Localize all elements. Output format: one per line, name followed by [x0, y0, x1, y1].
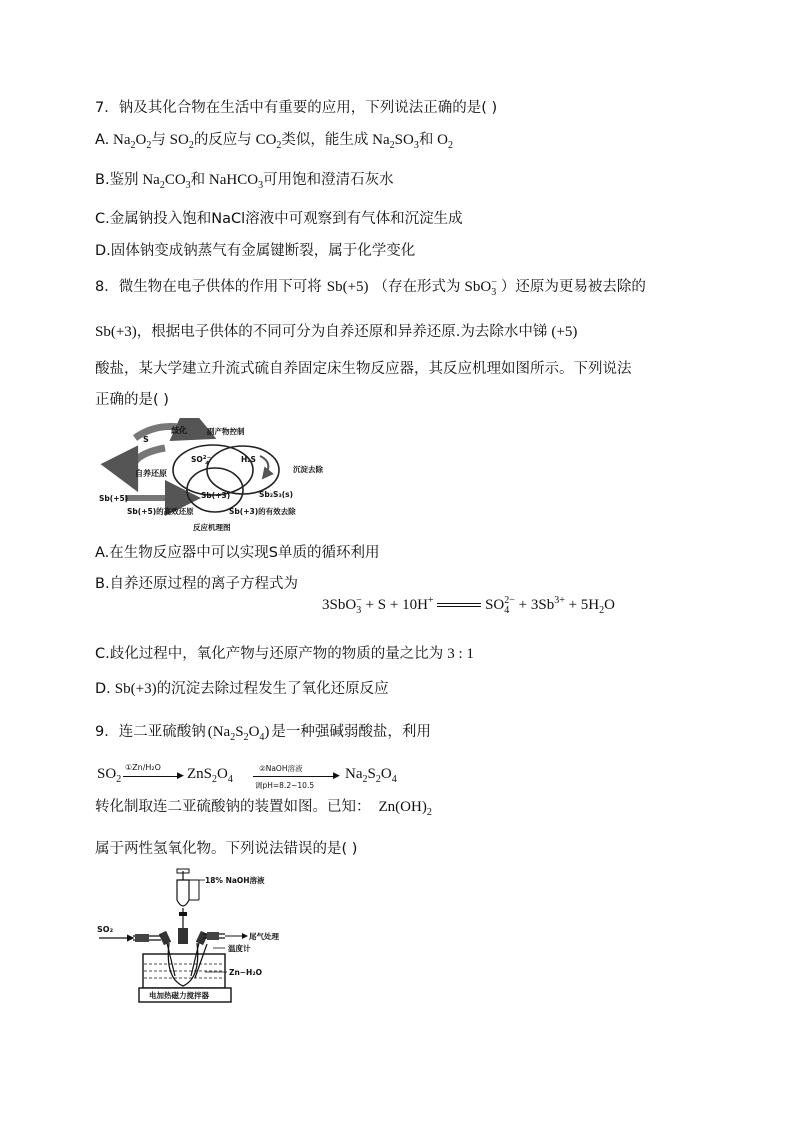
q8-option-d: D. Sb(+3)的沉淀去除过程发生了氧化还原反应	[95, 681, 389, 697]
dropping-funnel	[177, 869, 199, 928]
q9-line4: 属于两性氢氧化物。下列说法错误的是( )	[95, 841, 358, 857]
diagram-label-s: S	[143, 435, 149, 444]
q8-option-b: B.自养还原过程的离子方程式为	[95, 576, 299, 592]
reaction-mechanism-diagram	[95, 418, 345, 536]
thermometer	[195, 944, 207, 978]
apparatus-diagram	[95, 868, 310, 1004]
diagram-label-youxiao: Sb(+3)的有效去除	[229, 507, 296, 516]
diagram-label-sb3: Sb(+3)	[201, 491, 231, 500]
water-bath	[143, 954, 225, 988]
precipitation-arrow	[260, 456, 268, 478]
diagram-label-sb2s3: Sb₂S₃(s)	[259, 490, 294, 499]
autotrophic-arrow	[131, 448, 165, 486]
diagram-label-gaoxiao: Sb(+5)的高效还原	[127, 507, 194, 516]
q8-line3: 酸盐，某大学建立升流式硫自养固定床生物反应器，其反应机理如图所示。下列说法	[95, 361, 632, 377]
q9-line3: 转化制取连二亚硫酸钠的装置如图。已知： $Zn(OH)_2$	[95, 799, 432, 818]
q8-line4: 正确的是( )	[95, 392, 169, 408]
three-neck-flask	[159, 928, 208, 986]
q8-equation: 3SbO$_3$− + S + 10H+ $SO_4^{2-} + 3Sb^{3+} + 5H_2O$	[322, 595, 615, 616]
q7-option-b: B.鉴别 $Na_2CO_3$和 NaHCO$_3$可用饱和澄清石灰水	[95, 172, 394, 191]
q8-option-c: C.歧化过程中，氧化产物与还原产物的物质的量之比为 3 : 1	[95, 646, 474, 662]
q8-line2: Sb(+3)，根据电子供体的不同可分为自养还原和异养还原.为去除水中锑 (+5)	[95, 324, 578, 340]
label-wenduji: 温度计	[228, 944, 251, 953]
diagram-caption: 反应机理图	[193, 523, 231, 532]
diagram-label-ziyang: 自养还原	[135, 469, 167, 478]
q8-option-a: A.在生物反应器中可以实现S单质的循环利用	[95, 545, 380, 561]
diagram-label-fuchan: 副产物控制	[207, 427, 245, 436]
label-stirrer: 电加热磁力搅拌器	[149, 991, 209, 1000]
label-znh2o: Zn−H₂O	[229, 968, 262, 977]
q7-option-c: C.金属钠投入饱和NaCl溶液中可观察到有气体和沉淀生成	[95, 211, 463, 227]
diagram-label-so4: $SO^{2-}$ 4	[191, 455, 212, 467]
ellipse-so4	[173, 445, 253, 495]
q7-option-a: A. $Na_2O_2$与 $SO_2$的反应与 $CO_2$类似，能生成 $Na_2SO_3$和 $O_2$	[95, 132, 453, 151]
ellipse-sb3	[187, 468, 243, 512]
label-so2: SO₂	[97, 925, 114, 934]
q8-line1: 8．微生物在电子供体的作用下可将 Sb(+5) （存在形式为 SbO$_3$− ）还原为更易被去除的	[95, 277, 646, 298]
diagram-label-h2s: H₂S	[241, 455, 256, 464]
q7-option-d: D.固体钠变成钠蒸气有金属键断裂，属于化学变化	[95, 243, 416, 259]
diagram-label-sb5: Sb(+5)	[99, 494, 129, 503]
q7-stem: 7．钠及其化合物在生活中有重要的应用，下列说法正确的是( )	[95, 100, 498, 116]
gas-outlet-tube	[203, 932, 247, 940]
q9-line1: 9．连二亚硫酸钠 $(Na_2S_2O_4)$ 是一种强碱弱酸盐，利用	[95, 724, 431, 743]
label-naoh: 18% NaOH溶液	[205, 876, 265, 885]
q9-reaction-route: $SO_2$ ①Zn/H₂O ▶ $ZnS_2O_4$ ②NaOH溶液 ▶ 调pH=8.2~10.5 $Na_2S_2O_4$	[97, 763, 397, 790]
gas-inlet-tube	[99, 934, 161, 942]
diagram-label-chendian: 沉淀去除	[293, 465, 323, 474]
label-weiqi: 尾气处理	[249, 932, 279, 941]
diagram-label-qihua: 歧化	[171, 426, 187, 435]
